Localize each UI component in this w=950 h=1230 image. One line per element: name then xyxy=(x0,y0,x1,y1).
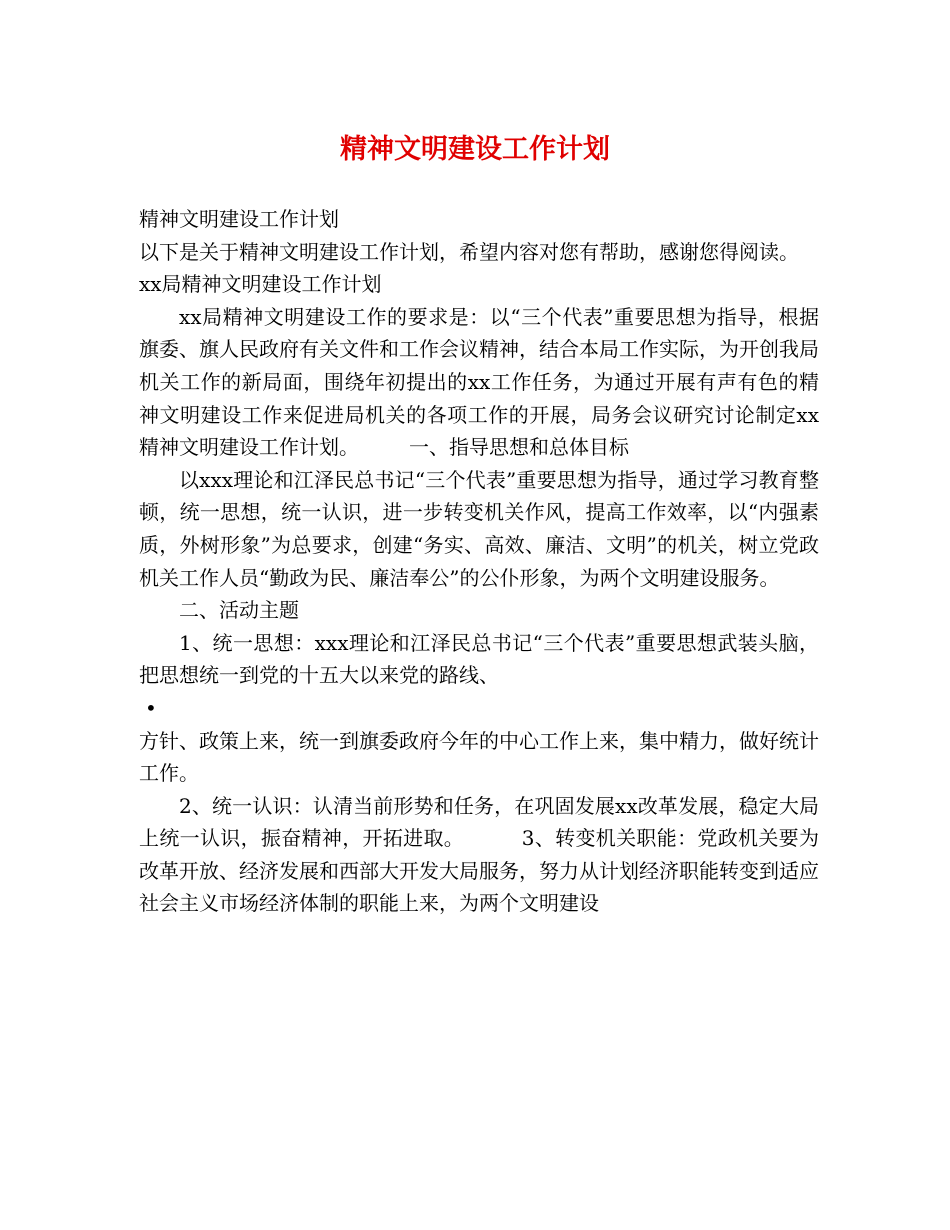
paragraph-policy: 方针、政策上来，统一到旗委政府今年的中心工作上来，集中精力，做好统计工作。 xyxy=(139,728,819,786)
paragraph-heading: 精神文明建设工作计划 xyxy=(139,207,339,231)
paragraph-unify-understanding: 2、统一认识：认清当前形势和任务，在巩固发展xx改革发展，稳定大局上统一认识，振奋精神，开拓进取。 3、转变机关职能：党政机关要为改革开放、经济发展和西部大开发大局服务，努力从计划经济职能转变到适应社会主义市场经济体制的职能上来，为两个文明建设 xyxy=(139,793,819,916)
document-body xyxy=(139,203,819,920)
document-title: 精神文明建设工作计划 xyxy=(340,134,610,165)
paragraph-unify-thought: 1、统一思想：xxx理论和江泽民总书记“三个代表”重要思想武装头脑，把思想统一到党的十五大以来党的路线、 xyxy=(139,630,819,688)
paragraph-subtitle: xx局精神文明建设工作计划 xyxy=(139,272,382,297)
bullet-mark: • xyxy=(145,695,157,720)
paragraph-activity-theme: 二、活动主题 xyxy=(179,598,299,623)
paragraph-guiding-thought: 以xxx理论和江泽民总书记“三个代表”重要思想为指导，通过学习教育整顿，统一思想，统一认识，进一步转变机关作风，提高工作效率，以“内强素质，外树形象”为总要求，创建“务实、高效、廉洁、文明”的机关，树立党政机关工作人员“勤政为民、廉洁奉公”的公仆形象，为两个文明建设服务。 xyxy=(139,467,819,590)
paragraph-intro: 以下是关于精神文明建设工作计划，希望内容对您有帮助，感谢您得阅读。 xyxy=(139,239,799,264)
paragraph-requirements: xx局精神文明建设工作的要求是：以“三个代表”重要思想为指导，根据旗委、旗人民政府有关文件和工作会议精神，结合本局工作实际，为开创我局机关工作的新局面，围绕年初提出的xx工作任务，为通过开展有声有色的精神文明建设工作来促进局机关的各项工作的开展，局务会议研究讨论制定xx精神文明建设工作计划。 一、指导思想和总体目标 xyxy=(139,304,819,460)
